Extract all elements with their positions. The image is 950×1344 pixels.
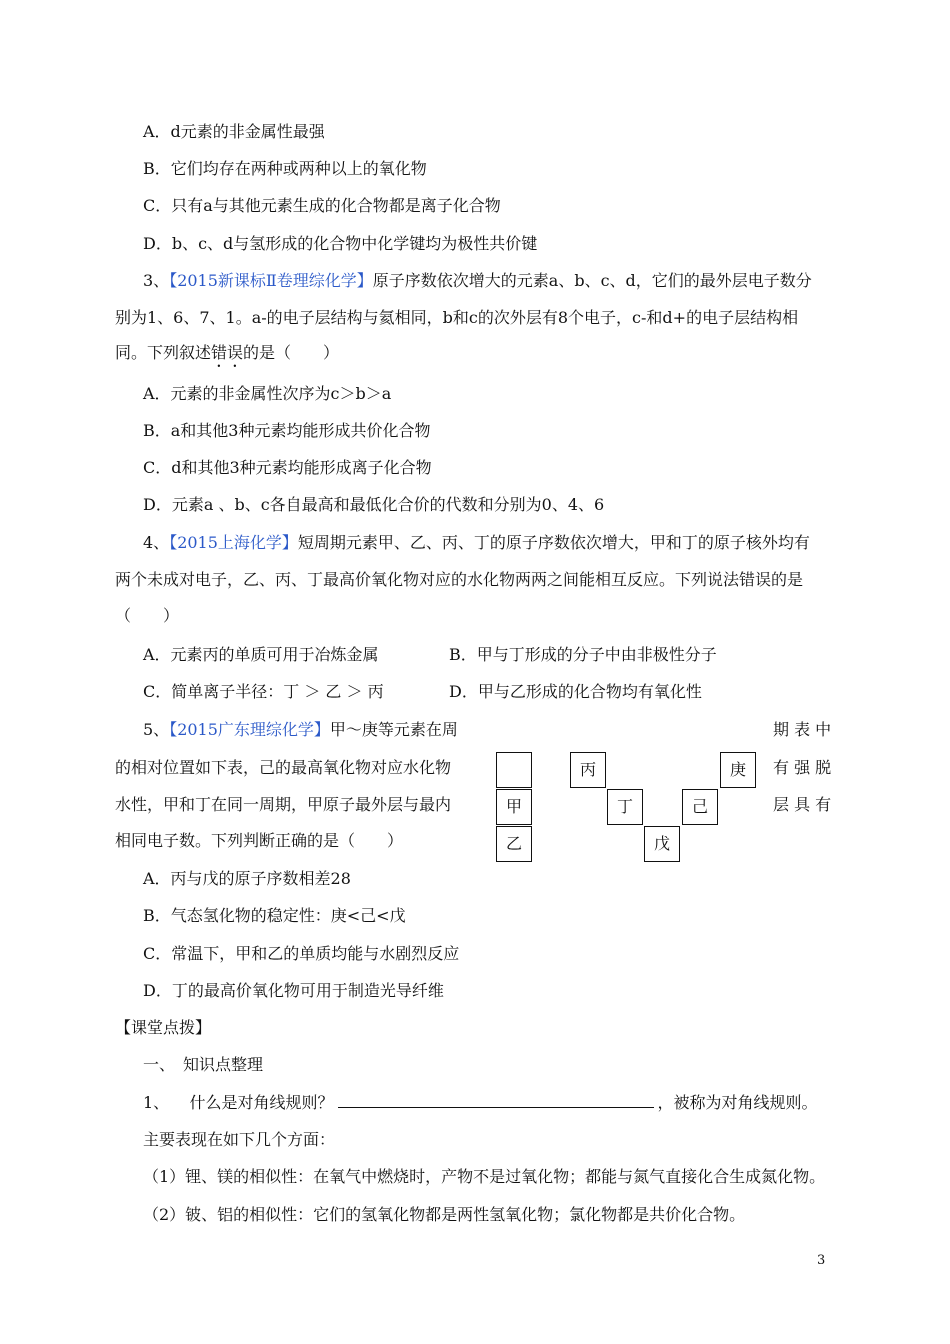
q4-source: 【2015上海化学】 — [169, 533, 298, 552]
q4-stem-3: （ ） — [115, 606, 180, 625]
q2-option-b: B．它们均存在两种或两种以上的氧化物 — [143, 159, 427, 178]
q2-option-d: D．b、c、d与氢形成的化合物中化学键均为极性共价键 — [143, 234, 538, 253]
q5-option-a: A．丙与戊的原子序数相差28 — [143, 869, 351, 888]
q3-option-d: D．元素a 、b、c各自最高和最低化合价的代数和分别为0、4、6 — [143, 495, 605, 514]
q4-number: 4、 — [143, 533, 170, 552]
item-1-question: 什么是对角线规则？ — [189, 1093, 334, 1112]
q3-line-3 — [115, 343, 339, 371]
q5-source: 【2015广东理综化学】 — [169, 720, 330, 739]
table-cell-ding: 丁 — [607, 789, 643, 825]
item-1-tail: ，被称为对角线规则。 — [657, 1093, 818, 1112]
q4-stem-1: 短周期元素甲、乙、丙、丁的原子序数依次增大，甲和丁的原子核外均有 — [297, 533, 810, 552]
table-cell-ji: 己 — [682, 789, 718, 825]
q3-number: 3、 — [143, 271, 170, 290]
q5-stem-4: 相同电子数。下列判断正确的是（ ） — [115, 831, 404, 850]
q5-line-1 — [143, 720, 458, 740]
q3-stem-1: 原子序数依次增大的元素a、b、c、d，它们的最外层电子数分 — [372, 271, 812, 290]
q5-stem-1-right: 期 表 中 — [773, 720, 832, 739]
q5-stem-2-right: 有 强 脱 — [773, 758, 832, 777]
q3-option-c: C．d和其他3种元素均能形成离子化合物 — [143, 458, 432, 477]
table-cell-wu: 戊 — [644, 826, 680, 862]
q3-stem-3c: 的是（ ） — [243, 343, 340, 362]
q3-line-1 — [143, 271, 812, 291]
q3-stem-2: 别为1、6、7、1。a-的电子层结构与氦相同，b和c的次外层有8个电子，c-和d+的电子层结构相 — [115, 308, 799, 327]
q5-option-c: C．常温下，甲和乙的单质均能与水剧烈反应 — [143, 944, 460, 963]
table-cell-geng: 庚 — [720, 752, 756, 788]
q4-option-b: B．甲与丁形成的分子中由非极性分子 — [449, 645, 717, 664]
q3-stem-3a: 同。下列叙述 — [115, 343, 212, 362]
point-2: （2）铍、铝的相似性：它们的氢氧化物都是两性氢氧化物；氯化物都是共价化合物。 — [143, 1205, 746, 1224]
table-cell-bing: 丙 — [570, 752, 606, 788]
q5-stem-3-right: 层 具 有 — [773, 795, 832, 814]
q4-line-1 — [143, 533, 810, 553]
q4-stem-2: 两个未成对电子，乙、丙、丁最高价氧化物对应的水化物两两之间能相互反应。下列说法错误的是 — [115, 570, 804, 589]
q3-option-b: B．a和其他3种元素均能形成共价化合物 — [143, 421, 431, 440]
q4-option-d: D．甲与乙形成的化合物均有氧化性 — [449, 682, 702, 701]
q3-option-a: A．元素的非金属性次序为c＞b＞a — [143, 384, 392, 403]
q4-option-c: C．简单离子半径：丁 ＞ 乙 ＞ 丙 — [143, 682, 384, 701]
q3-source: 【2015新课标Ⅱ卷理综化学】 — [169, 271, 373, 290]
q5-option-b: B．气态氢化物的稳定性：庚<己<戊 — [143, 906, 406, 925]
item-1-number: 1、 — [143, 1093, 170, 1112]
q5-stem-2: 的相对位置如下表，己的最高氧化物对应水化物 — [115, 758, 452, 777]
table-cell-yi: 乙 — [496, 826, 532, 862]
table-cell-empty — [496, 752, 532, 788]
section-heading: 【课堂点拨】 — [115, 1018, 212, 1037]
q3-emphasis: 错误 — [211, 343, 244, 362]
item-1-line — [143, 1093, 818, 1113]
section-subheading: 一、 知识点整理 — [143, 1055, 264, 1074]
q5-option-d: D．丁的最高价氧化物可用于制造光导纤维 — [143, 981, 444, 1000]
page-number: 3 — [817, 1253, 826, 1268]
main-aspects: 主要表现在如下几个方面： — [143, 1130, 336, 1149]
q2-option-a: A．d元素的非金属性最强 — [143, 122, 325, 141]
q5-number: 5、 — [143, 720, 170, 739]
q5-stem-3: 水性，甲和丁在同一周期，甲原子最外层与最内 — [115, 795, 452, 814]
answer-blank[interactable] — [338, 1093, 654, 1108]
q2-option-c: C．只有a与其他元素生成的化合物都是离子化合物 — [143, 196, 501, 215]
q5-stem-1: 甲～庚等元素在周 — [329, 720, 458, 739]
table-cell-jia: 甲 — [496, 789, 532, 825]
q4-option-a: A．元素丙的单质可用于冶炼金属 — [143, 645, 379, 664]
point-1: （1）锂、镁的相似性：在氧气中燃烧时，产物不是过氧化物；都能与氮气直接化合生成氮化物。 — [143, 1167, 826, 1186]
